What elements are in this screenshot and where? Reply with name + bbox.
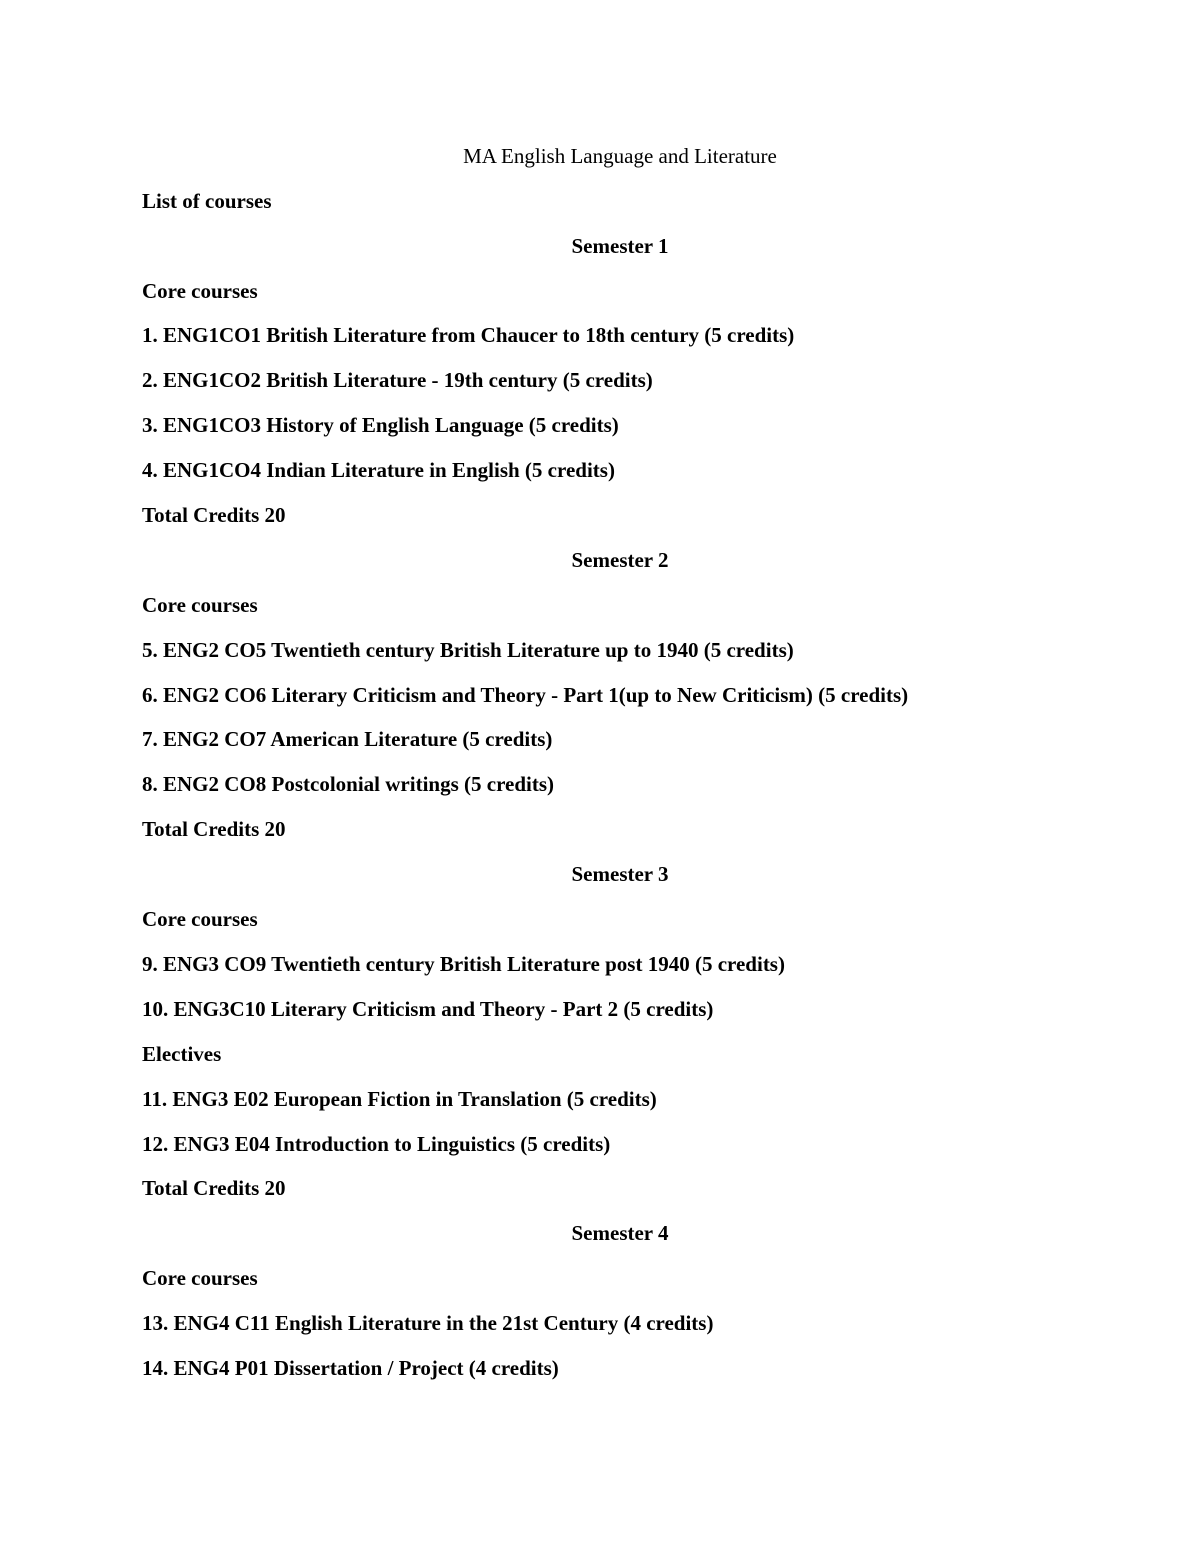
document-subtitle: List of courses [142, 189, 272, 213]
semester-3-core-label: Core courses [142, 907, 258, 931]
semester-3-electives-label: Electives [142, 1042, 222, 1066]
semester-1-heading: Semester 1 [571, 234, 669, 258]
course-item: 4. ENG1CO4 Indian Literature in English (5 credits) [142, 458, 615, 482]
course-item: 10. ENG3C10 Literary Criticism and Theory - Part 2 (5 credits) [142, 997, 714, 1021]
course-item: 7. ENG2 CO7 American Literature (5 credits) [142, 727, 553, 751]
elective-item: 11. ENG3 E02 European Fiction in Translation (5 credits) [142, 1087, 657, 1111]
semester-2-core-label: Core courses [142, 593, 258, 617]
course-item: 2. ENG1CO2 British Literature - 19th century (5 credits) [142, 368, 653, 392]
course-item: 8. ENG2 CO8 Postcolonial writings (5 credits) [142, 772, 555, 796]
semester-1-total: Total Credits 20 [142, 503, 286, 527]
course-item: 9. ENG3 CO9 Twentieth century British Literature post 1940 (5 credits) [142, 952, 785, 976]
semester-4-core-label: Core courses [142, 1266, 258, 1290]
semester-3-total: Total Credits 20 [142, 1176, 286, 1200]
semester-1-core-label: Core courses [142, 279, 258, 303]
semester-2-heading: Semester 2 [571, 548, 669, 572]
course-item: 6. ENG2 CO6 Literary Criticism and Theory - Part 1(up to New Criticism) (5 credits) [142, 683, 909, 707]
elective-item: 12. ENG3 E04 Introduction to Linguistics (5 credits) [142, 1132, 611, 1156]
semester-2-total: Total Credits 20 [142, 817, 286, 841]
document-title: MA English Language and Literature [463, 144, 777, 168]
course-item: 13. ENG4 C11 English Literature in the 21st Century (4 credits) [142, 1311, 714, 1335]
semester-4-heading: Semester 4 [571, 1221, 669, 1245]
course-item: 5. ENG2 CO5 Twentieth century British Literature up to 1940 (5 credits) [142, 638, 794, 662]
course-item: 3. ENG1CO3 History of English Language (5 credits) [142, 413, 619, 437]
semester-3-heading: Semester 3 [571, 862, 669, 886]
course-item: 1. ENG1CO1 British Literature from Chaucer to 18th century (5 credits) [142, 323, 795, 347]
course-item: 14. ENG4 P01 Dissertation / Project (4 credits) [142, 1356, 559, 1380]
